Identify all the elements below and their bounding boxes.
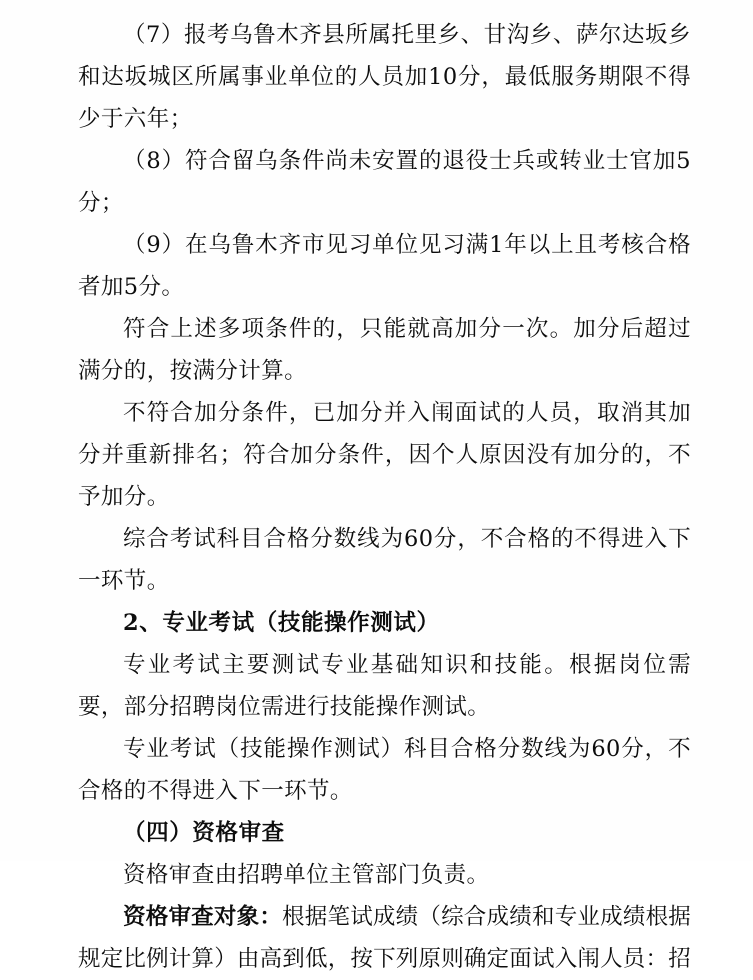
heading-section-4: （四）资格审查 — [123, 820, 285, 846]
paragraph-item-9: （9）在乌鲁木齐市见习单位见习满1年以上且考核合格者加5分。 — [78, 232, 691, 300]
qualification-target-lead: 资格审查对象： — [123, 904, 283, 930]
paragraph-professional-exam-desc: 专业考试主要测试专业基础知识和技能。根据岗位需要，部分招聘岗位需进行技能操作测试。 — [78, 652, 691, 720]
paragraph-professional-passline: 专业考试（技能操作测试）科目合格分数线为60分，不合格的不得进入下一环节。 — [78, 736, 691, 804]
paragraph-comprehensive-passline: 综合考试科目合格分数线为60分，不合格的不得进入下一环节。 — [78, 526, 691, 594]
paragraph-bonus-once: 符合上述多项条件的，只能就高加分一次。加分后超过满分的，按满分计算。 — [78, 316, 691, 384]
heading-section-2: 2、专业考试（技能操作测试） — [123, 610, 440, 636]
paragraph-item-7: （7）报考乌鲁木齐县所属托里乡、甘沟乡、萨尔达坂乡和达坂城区所属事业单位的人员加10分，最低服务期限不得少于六年； — [78, 22, 691, 132]
paragraph-qualification-target — [78, 896, 691, 980]
paragraph-bonus-invalid: 不符合加分条件，已加分并入闱面试的人员，取消其加分并重新排名；符合加分条件，因个人原因没有加分的，不予加分。 — [78, 400, 691, 510]
paragraph-qualification-responsible: 资格审查由招聘单位主管部门负责。 — [123, 862, 490, 888]
paragraph-item-8: （8）符合留乌条件尚未安置的退役士兵或转业士官加5分； — [78, 148, 691, 216]
qualification-target-rest: 根据笔试成绩（综合成绩和专业成绩根据规定比例计算）由高到低，按下列原则确定面试入闱人员：招 — [78, 904, 691, 972]
